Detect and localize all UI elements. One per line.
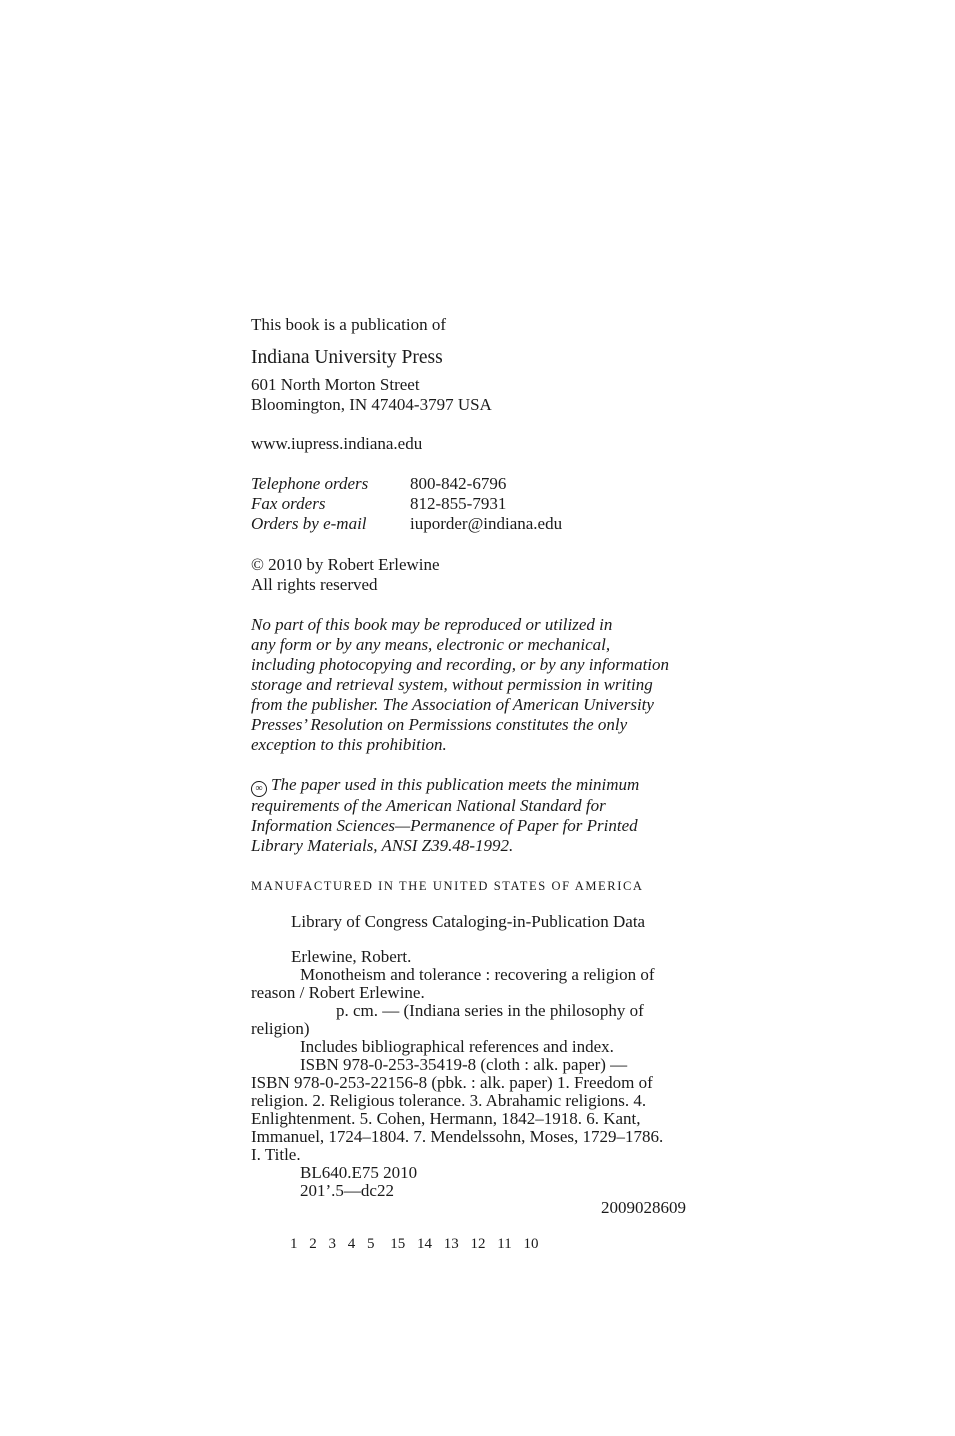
cip-heading: Library of Congress Cataloging-in-Publication Data <box>291 912 646 931</box>
orders-label: Fax orders <box>251 494 326 513</box>
rights-notice <box>251 615 751 755</box>
cip-line: 201’.5—dc22 <box>300 1181 394 1200</box>
publisher-intro: This book is a publication of <box>251 315 447 334</box>
cip-line: Erlewine, Robert. <box>291 947 412 966</box>
orders-label: Telephone orders <box>251 474 369 493</box>
cip-record <box>251 948 663 1200</box>
print-number: 1 <box>290 1236 298 1252</box>
rights-notice-line: storage and retrieval system, without permission in writing <box>251 675 653 694</box>
rights-notice-line: any form or by any means, electronic or mechanical, <box>251 635 611 654</box>
orders-row <box>251 474 562 494</box>
print-number: 15 <box>390 1236 406 1252</box>
cip-line: religion) <box>251 1019 310 1038</box>
cip-line: reason / Robert Erlewine. <box>251 983 425 1002</box>
print-number: 11 <box>497 1236 512 1252</box>
print-number: 2 <box>309 1236 317 1252</box>
cip-line: religion. 2. Religious tolerance. 3. Abrahamic religions. 4. <box>251 1091 647 1110</box>
orders-label: Orders by e-mail <box>251 514 367 533</box>
paper-notice-line: Library Materials, ANSI Z39.48-1992. <box>251 836 514 855</box>
cip-line: BL640.E75 2010 <box>300 1163 418 1182</box>
publisher-name-block <box>251 346 751 370</box>
cip-line: p. cm. — (Indiana series in the philosophy of <box>336 1001 644 1020</box>
printing-line <box>290 1236 544 1253</box>
cip-line: I. Title. <box>251 1145 301 1164</box>
address-line-1: 601 North Morton Street <box>251 375 420 394</box>
rights-notice-line: exception to this prohibition. <box>251 735 447 754</box>
print-number: 14 <box>417 1236 432 1252</box>
lccn-number: 2009028609 <box>601 1198 686 1217</box>
paper-notice-text: The paper used in this publication meets the minimum <box>271 775 640 794</box>
orders-value: 800-842-6796 <box>410 474 507 493</box>
print-number: 5 <box>367 1236 375 1252</box>
rights-notice-line: including photocopying and recording, or by any information <box>251 655 670 674</box>
cip-line: ISBN 978-0-253-35419-8 (cloth : alk. paper) — <box>300 1055 628 1074</box>
copyright-line: © 2010 by Robert Erlewine <box>251 555 440 574</box>
cip-line: Immanuel, 1724–1804. 7. Mendelssohn, Moses, 1729–1786. <box>251 1127 664 1146</box>
paper-notice-line: Information Sciences—Permanence of Paper for Printed <box>251 816 638 835</box>
rights-reserved: All rights reserved <box>251 575 378 594</box>
publisher-address <box>251 375 751 415</box>
orders-row <box>251 494 562 514</box>
orders-value: 812-855-7931 <box>410 494 507 513</box>
lccn-block <box>601 1198 721 1218</box>
paper-notice-line <box>251 775 751 796</box>
copyright-block <box>251 555 751 595</box>
paper-notice-line: requirements of the American National Standard for <box>251 796 606 815</box>
orders-value: iuporder@indiana.edu <box>410 514 563 533</box>
cip-line: Monotheism and tolerance : recovering a religion of <box>300 965 655 984</box>
rights-notice-line: No part of this book may be reproduced or utilized in <box>251 615 613 634</box>
print-number: 3 <box>328 1236 336 1252</box>
cip-line: Enlightenment. 5. Cohen, Hermann, 1842–1918. 6. Kant, <box>251 1109 641 1128</box>
publisher-name: Indiana University Press <box>251 347 443 368</box>
cip-line: Includes bibliographical references and index. <box>300 1037 614 1056</box>
website-block <box>251 434 751 454</box>
address-line-2: Bloomington, IN 47404-3797 USA <box>251 395 492 414</box>
publisher-block <box>251 315 751 335</box>
print-number: 10 <box>523 1236 539 1252</box>
manufactured-line: MANUFACTURED IN THE UNITED STATES OF AMERICA <box>251 879 644 893</box>
rights-notice-line: from the publisher. The Association of American University <box>251 695 654 714</box>
print-number: 12 <box>470 1236 486 1252</box>
manufactured-notice <box>251 876 751 896</box>
cip-heading-block <box>291 912 791 932</box>
orders-table <box>251 474 562 534</box>
publisher-website: www.iupress.indiana.edu <box>251 434 423 453</box>
print-number: 4 <box>347 1236 356 1252</box>
paper-notice <box>251 775 751 856</box>
rights-notice-line: Presses’ Resolution on Permissions constitutes the only <box>251 715 628 734</box>
orders-row <box>251 514 562 534</box>
print-number: 13 <box>443 1236 459 1252</box>
cip-line: ISBN 978-0-253-22156-8 (pbk. : alk. paper) 1. Freedom of <box>251 1073 653 1092</box>
infinity-circle-icon: ∞ <box>251 781 267 797</box>
